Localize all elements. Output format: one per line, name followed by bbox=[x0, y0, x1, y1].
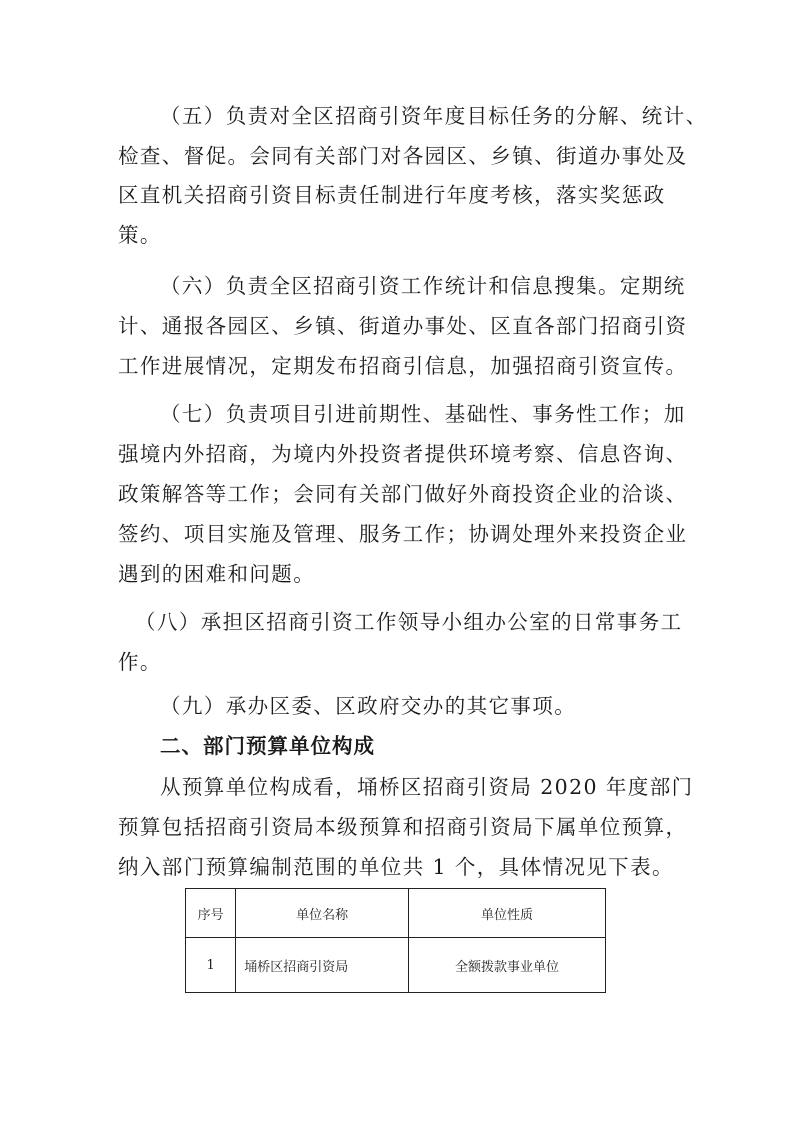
paragraph-7-line-5: 遇到的困难和问题。 bbox=[118, 562, 316, 586]
paragraph-7-line-4: 签约、项目实施及管理、服务工作；协调处理外来投资企业 bbox=[118, 522, 688, 546]
section-paragraph-line-1: 从预算单位构成看，埇桥区招商引资局 2020 年度部门 bbox=[160, 775, 694, 799]
table-row bbox=[186, 938, 606, 993]
table-cell: 1 bbox=[186, 938, 236, 993]
paragraph-5-line-1: （五）负责对全区招商引资年度目标任务的分解、统计、 bbox=[160, 104, 708, 128]
paragraph-6-line-1: （六）负责全区招商引资工作统计和信息搜集。定期统 bbox=[160, 274, 686, 298]
table-header-cell: 单位名称 bbox=[236, 889, 409, 938]
section-heading: 二、部门预算单位构成 bbox=[160, 734, 375, 758]
table-cell: 埇桥区招商引资局 bbox=[236, 938, 409, 993]
section-paragraph-line-2: 预算包括招商引资局本级预算和招商引资局下属单位预算， bbox=[118, 815, 688, 839]
paragraph-8-line-1: （八）承担区招商引资工作领导小组办公室的日常事务工 bbox=[135, 610, 683, 634]
budget-unit-table bbox=[185, 888, 606, 993]
paragraph-5-line-4: 策。 bbox=[118, 223, 162, 247]
paragraph-6-line-2: 计、通报各园区、乡镇、街道办事处、区直各部门招商引资 bbox=[118, 314, 688, 338]
table-header-row bbox=[186, 889, 606, 938]
paragraph-7-line-2: 强境内外招商，为境内外投资者提供环境考察、信息咨询、 bbox=[118, 442, 688, 466]
paragraph-5-line-2: 检查、督促。会同有关部门对各园区、乡镇、街道办事处及 bbox=[118, 144, 688, 168]
paragraph-6-line-3: 工作进展情况，定期发布招商引信息，加强招商引资宣传。 bbox=[118, 354, 688, 378]
paragraph-7-line-3: 政策解答等工作；会同有关部门做好外商投资企业的洽谈、 bbox=[118, 482, 688, 506]
section-paragraph-line-3: 纳入部门预算编制范围的单位共 1 个，具体情况见下表。 bbox=[118, 855, 674, 879]
paragraph-8-line-2: 作。 bbox=[118, 650, 162, 674]
table-header-cell: 单位性质 bbox=[408, 889, 605, 938]
paragraph-9-line-1: （九）承办区委、区政府交办的其它事项。 bbox=[160, 694, 577, 718]
paragraph-7-line-1: （七）负责项目引进前期性、基础性、事务性工作；加 bbox=[160, 402, 686, 426]
table-header-cell: 序号 bbox=[186, 889, 236, 938]
table-cell: 全额拨款事业单位 bbox=[408, 938, 605, 993]
paragraph-5-line-3: 区直机关招商引资目标责任制进行年度考核，落实奖惩政 bbox=[118, 183, 666, 207]
